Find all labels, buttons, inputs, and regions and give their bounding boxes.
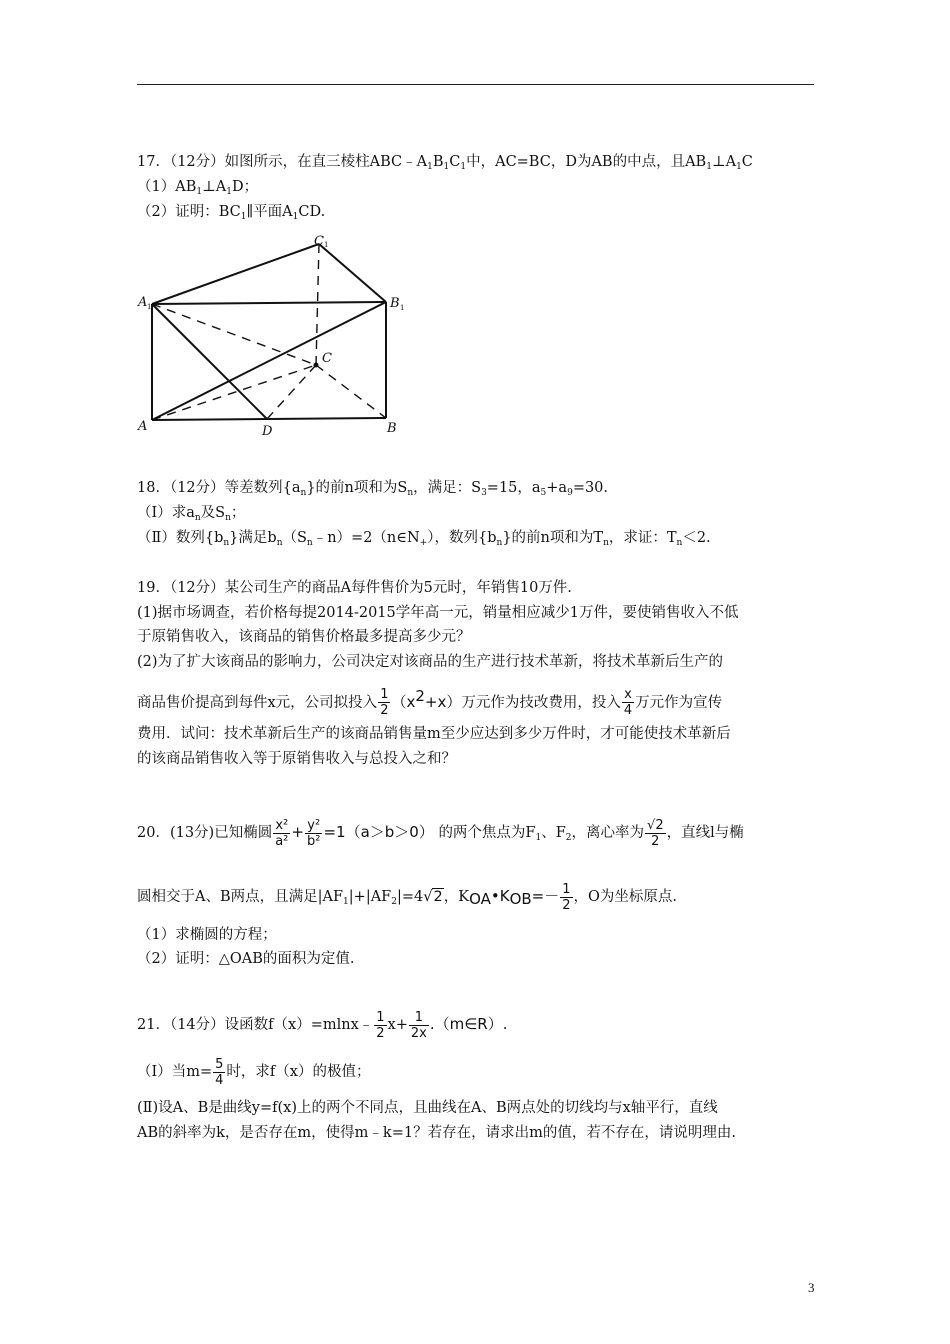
q20-part1: （1）求椭圆的方程； [137, 927, 277, 943]
edge-c1b1 [319, 244, 386, 302]
label-a1-sub: 1 [147, 303, 152, 311]
label-b: B [387, 421, 397, 436]
point-c [314, 363, 319, 368]
label-b1: B [390, 296, 400, 311]
q19-line4: (2)为了扩大该商品的影响力，公司决定对该商品的生产进行技术革新，将技术革新后生产的 [137, 654, 724, 670]
fraction: $\frac{\text{y²}}{\text{b²}}$ [306, 817, 321, 849]
q20-line1: 20．(13分)已知椭圆 $\frac{\text{x²}}{\text{a²}}$ + $\frac{\text{y²}}{\text{b²}}$ =1（a＞b＞0） 的两个焦点为$F_1$、$F_2$，离心率为 $\frac{√2}{2}$ ，直线l与椭 [137, 817, 744, 849]
edge-a1b1 [152, 302, 386, 304]
fraction: $\frac{1}{2}$ [562, 881, 571, 913]
fraction: $\frac{\text{x²}}{\text{a²}}$ [275, 817, 289, 849]
edge-a1d [152, 304, 267, 419]
q17-part2: （2）证明：$BC_1\parallel$平面$A_1CD$. [137, 204, 326, 222]
label-c1-sub: 1 [324, 241, 329, 249]
q21-part2-line1: (Ⅱ)设A、B是曲线y=f(x)上的两个不同点，且曲线在A、B两点处的切线均与x轴平行，直线 [137, 1100, 718, 1116]
q21-line1: 21．（14分）设函数f（x）=mlnx﹣ $\frac{1}{2}$ x+ $\frac{1}{2x}$ .（m∈R）. [137, 1009, 508, 1041]
q19-line2: (1)据市场调查，若价格每提2014-2015学年高一元，销量相应减少1万件，要使销售收入不低 [137, 605, 739, 621]
fraction: $\frac{√2}{2}$ [647, 817, 664, 849]
q19-line6: 费用．试问：技术革新后生产的该商品销售量m至少应达到多少万件时，才可能使技术革新后 [137, 726, 731, 742]
q17-part1: $(1)AB_1\perp A_1D$； [137, 179, 259, 197]
sqrt: √2 [423, 889, 443, 905]
q18-title: 18．（12分）等差数列$\{a_n\}$的前n项和为$S_n$，满足：$S_3=15$，$a_5+a_9=30$. [137, 480, 609, 498]
label-d: D [262, 424, 273, 437]
label-b1-sub: 1 [400, 304, 405, 312]
page-number: 3 [808, 1280, 815, 1295]
edge-a1c1 [152, 244, 319, 304]
fraction: $\frac{1}{2x}$ [410, 1009, 427, 1041]
fraction: $\frac{1}{2}$ [380, 687, 389, 719]
fraction: $\frac{x}{4}$ [623, 687, 633, 719]
q19-line5: 商品售价提高到每件x元，公司拟投入 $\frac{1}{2}$ $(x^2+x)$万元作为技改费用，投入 $\frac{x}{4}$ 万元作为宣传 [137, 687, 723, 719]
header-rule [137, 84, 814, 85]
edge-ab1 [152, 302, 386, 420]
fraction: $\frac{1}{2}$ [376, 1009, 385, 1041]
q18-part2: （Ⅱ）数列$\{b_n\}$满足$b_n(S_n﹣n)=2(n\in N_+)$，数列$\{b_n\}$的前n项和为$T_n$，求证：$T_n<2$. [137, 530, 711, 548]
label-c1: C [314, 234, 324, 249]
q19-line7: 的该商品销售收入等于原销售收入与总投入之和？ [137, 751, 456, 767]
label-a1: A [138, 295, 148, 310]
edge-cb [316, 365, 386, 418]
q19-line3: 于原销售收入，该商品的销售价格最多提高多少元？ [137, 629, 471, 645]
q19-line1: 19．（12分）某公司生产的商品A每件售价为5元时，年销售10万件. [137, 580, 572, 596]
q18-part1: （Ⅰ）求$a_n$及$S_n$； [137, 505, 246, 523]
label-a: A [138, 419, 148, 434]
edge-a1c [152, 304, 316, 365]
q21-part1: （Ⅰ）当m= $\frac{5}{4}$ 时，求f（x）的极值； [137, 1056, 371, 1088]
q20-part2: （2）证明：△OAB的面积为定值. [137, 951, 355, 967]
edge-ab [152, 418, 386, 420]
label-c: C [322, 351, 332, 366]
q17-title: 17．（12分）如图所示，在直三棱柱$ABC﹣A_1B_1C_1$中，AC=BC，D为AB的中点，且$AB_1\perp A_1C$ [137, 154, 753, 172]
q20-line2: 圆相交于A、B两点，且满足$|AF_1|+|AF_2|=4√2$，$K_{OA}•K_{OB}=-$ $\frac{1}{2}$ ，O为坐标原点. [137, 881, 678, 913]
fraction: $\frac{5}{4}$ [215, 1056, 224, 1088]
q21-part2-line2: AB的斜率为k，是否存在m，使得m﹣k=1？若存在，请求出m的值，若不存在，请说明理由. [137, 1125, 736, 1141]
prism-figure [134, 232, 414, 437]
edge-c1c [316, 244, 319, 365]
